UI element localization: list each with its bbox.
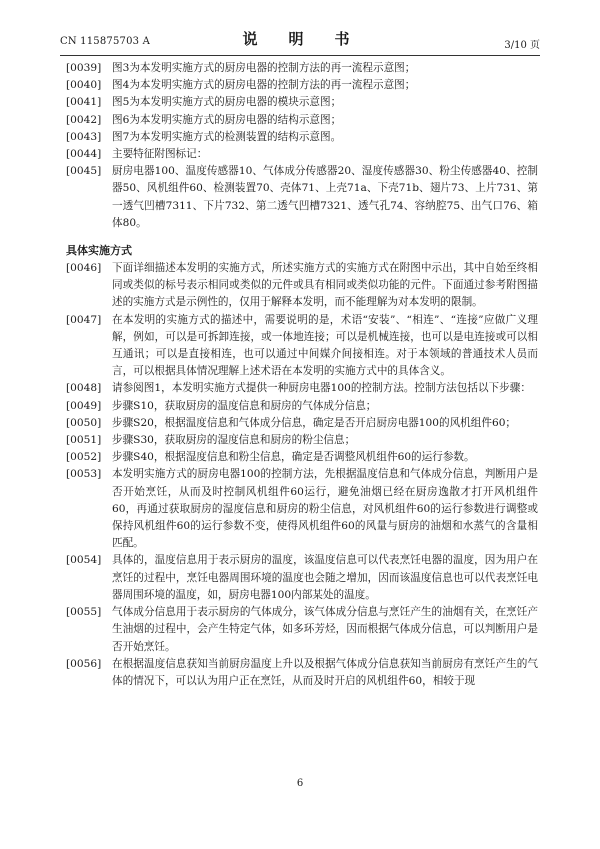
paragraph-number: [0039] [66, 62, 102, 74]
paragraph-number: [0046] [66, 262, 102, 275]
page-number: 6 [296, 778, 304, 789]
section-heading: 具体实施方式 [66, 244, 132, 258]
paragraph [66, 415, 538, 432]
paragraph [66, 398, 538, 415]
paragraph-text: 请参阅图1，本发明实施方式提供一种厨房电器100的控制方法。控制方法包括以下步骤： [112, 382, 531, 395]
paragraph [66, 260, 538, 312]
header-divider [60, 55, 540, 56]
paragraph-number: [0054] [66, 554, 102, 567]
paragraph-text: 在根据温度信息获知当前厨房温度上升以及根据气体成分信息获知当前厨房有烹饪产生的气体的情况下，可以认为用户正在烹饪，从而及时开启的风机组件60，相较于现 [112, 657, 538, 687]
document-title: 说 明 书 [242, 30, 358, 48]
paragraph [66, 604, 538, 656]
paragraph-text: 图5为本发明实施方式的厨房电器的模块示意图； [112, 96, 342, 109]
document-number: CN 115875703 A [60, 36, 151, 47]
paragraph [66, 94, 538, 111]
paragraph-text: 步骤S20，根据温度信息和气体成分信息，确定是否开启厨房电器100的风机组件60； [112, 416, 517, 429]
paragraph-text: 图6为本发明实施方式的厨房电器的结构示意图； [112, 113, 342, 126]
paragraph-text: 图3为本发明实施方式的厨房电器的控制方法的再一流程示意图； [112, 62, 416, 74]
page-header [60, 28, 540, 52]
paragraph [66, 129, 538, 146]
paragraph-number: [0043] [66, 130, 102, 143]
paragraph-text: 图4为本发明实施方式的厨房电器的控制方法的再一流程示意图； [112, 79, 416, 92]
paragraph [66, 163, 538, 232]
document-body [66, 60, 538, 690]
paragraph [66, 552, 538, 604]
paragraph [66, 77, 538, 94]
paragraph-number: [0040] [66, 79, 102, 92]
paragraph-text: 厨房电器100、温度传感器10、气体成分传感器20、湿度传感器30、粉尘传感器40、控制器50、风机组件60、检测装置70、壳体71、上壳71a、下壳71b、翅片73、上片731、第一透气凹槽7311、下片732、第二透气凹槽7321、透气孔74、容纳腔75、出气口76、箱体80。 [112, 165, 538, 229]
paragraph [66, 432, 538, 449]
paragraph-number: [0052] [66, 451, 102, 464]
embodiment-paragraphs [66, 260, 538, 690]
reference-paragraphs [66, 60, 538, 232]
paragraph-text: 气体成分信息用于表示厨房的气体成分，该气体成分信息与烹饪产生的油烟有关，在烹饪产生油烟的过程中，会产生特定气体，如多环芳烃，因而根据气体成分信息，可以判断用户是否开始烹饪。 [112, 606, 538, 653]
paragraph-number: [0045] [66, 165, 102, 178]
paragraph-text: 下面详细描述本发明的实施方式，所述实施方式的实施方式在附图中示出，其中自始至终相同或类似的标号表示相同或类似的元件或具有相同或类似功能的元件。下面通过参考附图描述的实施方式是示例性的，仅用于解释本发明，而不能理解为对本发明的限制。 [112, 262, 538, 309]
paragraph [66, 466, 538, 552]
paragraph-text: 步骤S30，获取厨房的湿度信息和厨房的粉尘信息； [112, 434, 356, 447]
paragraph-number: [0053] [66, 468, 102, 481]
paragraph [66, 380, 538, 397]
paragraph-number: [0048] [66, 382, 102, 395]
paragraph [66, 312, 538, 381]
paragraph-number: [0051] [66, 434, 102, 447]
paragraph-number: [0049] [66, 399, 102, 412]
paragraph-number: [0050] [66, 416, 102, 429]
paragraph [66, 60, 538, 77]
paragraph-number: [0041] [66, 96, 102, 109]
paragraph-number: [0047] [66, 313, 102, 326]
page-indicator: 3/10 页 [504, 40, 540, 51]
paragraph-text: 主要特征附图标记： [112, 148, 208, 161]
paragraph-text: 图7为本发明实施方式的检测装置的结构示意图。 [112, 130, 342, 143]
paragraph-text: 步骤S40，根据湿度信息和粉尘信息，确定是否调整风机组件60的运行参数。 [112, 451, 475, 464]
paragraph [66, 449, 538, 466]
paragraph-number: [0055] [66, 606, 102, 619]
paragraph-number: [0056] [66, 657, 102, 670]
paragraph-text: 步骤S10，获取厨房的温度信息和厨房的气体成分信息； [112, 399, 377, 412]
paragraph-number: [0044] [66, 148, 102, 161]
paragraph-text: 本发明实施方式的厨房电器100的控制方法，先根据温度信息和气体成分信息，判断用户是否开始烹饪，从而及时控制风机组件60运行，避免油烟已经在厨房逸散才打开风机组件60，再通过获取厨房的湿度信息和厨房的粉尘信息，对风机组件60的运行参数进行调整或保持风机组件60的运行参数不变，使得风机组件60的风量与厨房的油烟和水蒸气的含量相匹配。 [112, 468, 538, 550]
paragraph-number: [0042] [66, 113, 102, 126]
paragraph-text: 在本发明的实施方式的描述中，需要说明的是，术语“安装”、“相连”、“连接”应做广义理解，例如，可以是可拆卸连接，或一体地连接；可以是机械连接，也可以是电连接或可以相互通讯；可以是直接相连，也可以通过中间媒介间接相连。对于本领域的普通技术人员而言，可以根据具体情况理解上述术语在本发明的实施方式中的具体含义。 [112, 313, 538, 378]
paragraph [66, 112, 538, 129]
paragraph [66, 656, 538, 690]
paragraph-text: 具体的，温度信息用于表示厨房的温度，该温度信息可以代表烹饪电器的温度，因为用户在烹饪的过程中，烹饪电器周围环境的温度也会随之增加，因而该温度信息也可以代表烹饪电器周围环境的温度，如，厨房电器100内部某处的温度。 [112, 554, 538, 601]
paragraph [66, 146, 538, 163]
